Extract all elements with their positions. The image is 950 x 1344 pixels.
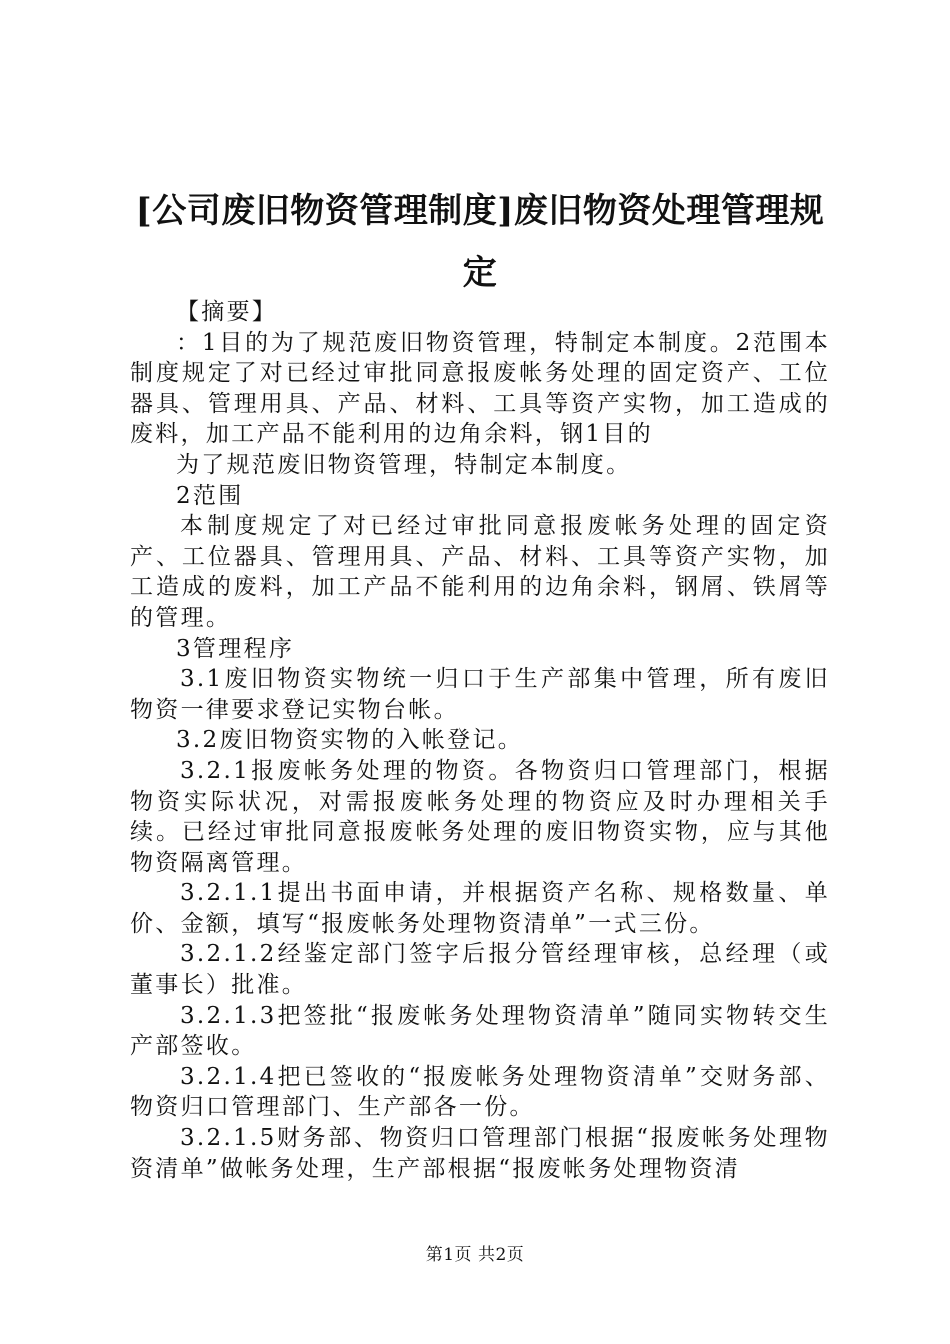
body-paragraph: ：1目的为了规范废旧物资管理，特制定本制度。2范围本制度规定了对已经过审批同意报废帐务处理的固定资产、工位器具、管理用具、产品、材料、工具等资产实物，加工造成的废料，加工产品不能利用的边角余料，钢1目的: [130, 329, 830, 448]
body-paragraph: 3.2.1.4把已签收的“报废帐务处理物资清单”交财务部、物资归口管理部门、生产部各一份。: [130, 1063, 830, 1121]
document-title: [公司废旧物资管理制度]废旧物资处理管理规定: [135, 191, 825, 293]
body-paragraph: 为了规范废旧物资管理，特制定本制度。: [176, 451, 632, 478]
body-paragraph: 3管理程序: [176, 635, 295, 662]
body-paragraph: 3.2.1.5财务部、物资归口管理部门根据“报废帐务处理物资清单”做帐务处理，生产部根据“报废帐务处理物资清: [130, 1125, 830, 1182]
page-footer: 第1页 共2页: [425, 1245, 525, 1265]
body-paragraph: 【摘要】: [176, 299, 278, 325]
body-paragraph: 3.1废旧物资实物统一归口于生产部集中管理，所有废旧物资一律要求登记实物台帐。: [130, 666, 830, 723]
body-paragraph: 3.2.1.1提出书面申请，并根据资产名称、规格数量、单价、金额，填写“报废帐务处理物资清单”一式三份。: [130, 880, 830, 937]
body-paragraph: 3.2.1.3把签批“报废帐务处理物资清单”随同实物转交生产部签收。: [130, 1002, 830, 1060]
body-paragraph: 3.2废旧物资实物的入帐登记。: [176, 727, 524, 754]
document-body: [130, 297, 830, 1184]
body-paragraph: 2范围: [176, 482, 244, 509]
body-paragraph: 3.2.1.2经鉴定部门签字后报分管经理审核，总经理（或董事长）批准。: [130, 941, 830, 999]
body-paragraph: 3.2.1报废帐务处理的物资。各物资归口管理部门，根据物资实际状况，对需报废帐务处理的物资应及时办理相关手续。已经过审批同意报废帐务处理的废旧物资实物，应与其他物资隔离管理。: [130, 757, 830, 876]
body-paragraph: 本制度规定了对已经过审批同意报废帐务处理的固定资产、工位器具、管理用具、产品、材料、工具等资产实物，加工造成的废料，加工产品不能利用的边角余料，钢屑、铁屑等的管理。: [130, 513, 830, 631]
